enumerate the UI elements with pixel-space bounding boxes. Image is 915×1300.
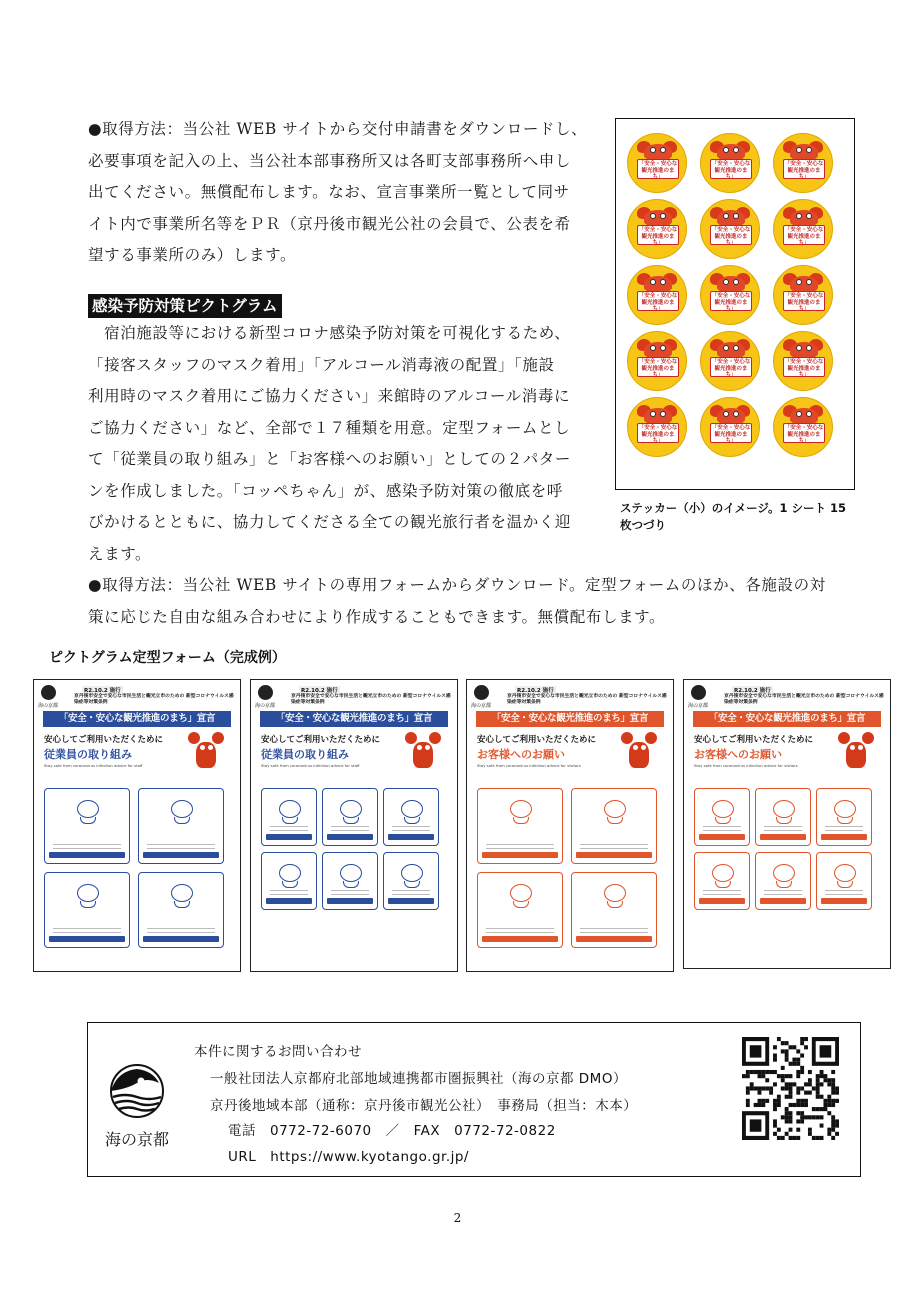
pictogram-tile bbox=[383, 852, 439, 910]
pictogram-icon bbox=[166, 797, 196, 825]
poster-english-note: Stay safe from coronavirus infection advice for visitors bbox=[477, 763, 581, 768]
sticker-board-text: 「安全・安心な観光推進のまち」 bbox=[711, 425, 751, 444]
pictogram-tile bbox=[44, 872, 130, 948]
poster-logo-icon bbox=[474, 685, 489, 700]
pictogram-tile bbox=[571, 872, 657, 948]
crab-mascot-icon bbox=[790, 144, 818, 160]
crab-mascot-icon bbox=[790, 276, 818, 292]
sticker-board-text: 「安全・安心な観光推進のまち」 bbox=[638, 359, 678, 378]
pictogram-heading: 感染予防対策ピクトグラム bbox=[88, 294, 282, 318]
pictogram-icon bbox=[707, 861, 737, 889]
pictogram-icon bbox=[396, 861, 426, 889]
sticker-item bbox=[627, 199, 687, 259]
pictogram-tile bbox=[261, 788, 317, 846]
pictogram-grid bbox=[694, 788, 872, 910]
poster-logo-text: 海の京都 bbox=[688, 703, 709, 709]
pictogram-tile bbox=[261, 852, 317, 910]
poster-date: R2.10.2 施行 bbox=[734, 688, 771, 694]
pictogram-grid bbox=[44, 788, 224, 948]
pictogram-icon bbox=[505, 881, 535, 909]
crab-mascot-icon bbox=[717, 210, 745, 226]
pictogram-tile bbox=[322, 852, 378, 910]
poster-logo-icon bbox=[258, 685, 273, 700]
pictogram-icon bbox=[335, 797, 365, 825]
poster-date: R2.10.2 施行 bbox=[84, 688, 121, 694]
sticker-item bbox=[700, 199, 760, 259]
crab-mascot-icon bbox=[717, 276, 745, 292]
pictogram-tile bbox=[755, 852, 811, 910]
sticker-sheet-image bbox=[615, 118, 855, 490]
pictogram-tile bbox=[477, 788, 563, 864]
poster-example bbox=[683, 679, 891, 969]
pictogram-icon bbox=[505, 797, 535, 825]
pictogram-tile bbox=[322, 788, 378, 846]
poster-banner: 「安全・安心な観光推進のまち」宣言 bbox=[260, 711, 448, 727]
sticker-board-text: 「安全・安心な観光推進のまち」 bbox=[784, 161, 824, 180]
sticker-board-text: 「安全・安心な観光推進のまち」 bbox=[638, 227, 678, 246]
pictogram-tile bbox=[816, 852, 872, 910]
poster-english-note: Stay safe from coronavirus infection advice for staff bbox=[44, 763, 143, 768]
poster-logo-icon bbox=[41, 685, 56, 700]
poster-header: 京丹後市安全で安心な市民生活と観光立市のための 新型コロナウイルス感染症等対策条例 bbox=[724, 694, 884, 705]
pictogram-line: 宿泊施設等における新型コロナ感染予防対策を可視化するため、 bbox=[88, 324, 571, 342]
poster-logo-text: 海の京都 bbox=[255, 703, 276, 709]
pictogram-icon bbox=[335, 861, 365, 889]
pictogram-line: ご協力ください」など、全部で１７種類を用意。定型フォームとし bbox=[88, 418, 571, 437]
pictogram-line: ンを作成しました。「コッペちゃん」が、感染予防対策の徹底を呼 bbox=[88, 481, 563, 500]
qr-code-graphic bbox=[742, 1037, 839, 1140]
pictogram-paragraph bbox=[88, 318, 618, 570]
pictogram-grid bbox=[261, 788, 439, 910]
poster-title: お客様へのお願い bbox=[477, 748, 565, 761]
intro-paragraph bbox=[88, 114, 608, 272]
pictogram-tile bbox=[694, 852, 750, 910]
sticker-item bbox=[773, 397, 833, 457]
contact-url[interactable]: URL https://www.kyotango.gr.jp/ bbox=[228, 1149, 469, 1165]
sticker-item bbox=[773, 265, 833, 325]
crab-mascot-icon bbox=[644, 276, 672, 292]
sticker-item bbox=[627, 133, 687, 193]
pictogram-tile bbox=[138, 872, 224, 948]
poster-example bbox=[466, 679, 674, 972]
sticker-item bbox=[773, 133, 833, 193]
contact-phone: 電話 0772-72-6070 ／ FAX 0772-72-0822 bbox=[228, 1123, 556, 1139]
sticker-board-text: 「安全・安心な観光推進のまち」 bbox=[784, 359, 824, 378]
poster-subtitle: 安心してご利用いただくために bbox=[261, 735, 381, 745]
sticker-item bbox=[700, 331, 760, 391]
poster-logo-text: 海の京都 bbox=[38, 703, 59, 709]
koppe-chan-mascot-icon bbox=[405, 732, 441, 776]
pictogram-tile bbox=[571, 788, 657, 864]
pictogram-icon bbox=[829, 861, 859, 889]
poster-banner: 「安全・安心な観光推進のまち」宣言 bbox=[693, 711, 881, 727]
sticker-board-text: 「安全・安心な観光推進のまち」 bbox=[711, 227, 751, 246]
poster-header: 京丹後市安全で安心な市民生活と観光立市のための 新型コロナウイルス感染症等対策条例 bbox=[507, 694, 667, 705]
koppe-chan-mascot-icon bbox=[621, 732, 657, 776]
crab-mascot-icon bbox=[790, 342, 818, 358]
crab-mascot-icon bbox=[790, 408, 818, 424]
crab-mascot-icon bbox=[717, 342, 745, 358]
koppe-chan-mascot-icon bbox=[188, 732, 224, 776]
pictogram-icon bbox=[274, 861, 304, 889]
crab-mascot-icon bbox=[790, 210, 818, 226]
pictogram-tile bbox=[44, 788, 130, 864]
pictogram-icon bbox=[707, 797, 737, 825]
crab-mascot-icon bbox=[644, 342, 672, 358]
poster-date: R2.10.2 施行 bbox=[301, 688, 338, 694]
poster-english-note: Stay safe from coronavirus infection advice for visitors bbox=[694, 763, 798, 768]
pictogram-tile bbox=[383, 788, 439, 846]
poster-header: 京丹後市安全で安心な市民生活と観光立市のための 新型コロナウイルス感染症等対策条例 bbox=[74, 694, 234, 705]
pictogram-icon bbox=[72, 797, 102, 825]
crab-mascot-icon bbox=[717, 408, 745, 424]
sticker-board-text: 「安全・安心な観光推進のまち」 bbox=[784, 425, 824, 444]
poster-subtitle: 安心してご利用いただくために bbox=[477, 735, 597, 745]
contact-title: 本件に関するお問い合わせ bbox=[194, 1044, 362, 1060]
pictogram-icon bbox=[768, 797, 798, 825]
poster-example bbox=[250, 679, 458, 972]
pictogram-icon bbox=[829, 797, 859, 825]
sticker-item bbox=[700, 397, 760, 457]
page-number: 2 bbox=[453, 1211, 462, 1225]
poster-subtitle: 安心してご利用いただくために bbox=[694, 735, 814, 745]
sticker-item bbox=[700, 265, 760, 325]
sticker-item bbox=[700, 133, 760, 193]
sticker-item bbox=[627, 331, 687, 391]
poster-english-note: Stay safe from coronavirus infection advice for staff bbox=[261, 763, 360, 768]
poster-banner: 「安全・安心な観光推進のまち」宣言 bbox=[476, 711, 664, 727]
pictogram-line: 「接客スタッフのマスク着用」「アルコール消毒液の配置」「施設 bbox=[88, 355, 555, 374]
poster-header: 京丹後市安全で安心な市民生活と観光立市のための 新型コロナウイルス感染症等対策条例 bbox=[291, 694, 451, 705]
pictogram-grid bbox=[477, 788, 657, 948]
pictogram-icon bbox=[166, 881, 196, 909]
pictogram-tile bbox=[477, 872, 563, 948]
intro-line: 出てください。無償配布します。なお、宣言事業所一覧として同サ bbox=[88, 183, 570, 201]
crab-mascot-icon bbox=[644, 210, 672, 226]
poster-example bbox=[33, 679, 241, 972]
sticker-item bbox=[627, 265, 687, 325]
sticker-item bbox=[627, 397, 687, 457]
pictogram-line: えます。 bbox=[88, 544, 152, 563]
pictogram-tile bbox=[816, 788, 872, 846]
qr-code-icon[interactable] bbox=[742, 1037, 839, 1140]
sticker-board-text: 「安全・安心な観光推進のまち」 bbox=[784, 227, 824, 246]
pictogram-line: て「従業員の取り組み」と「お客様へのお願い」としての２パター bbox=[88, 450, 572, 468]
sticker-board-text: 「安全・安心な観光推進のまち」 bbox=[711, 161, 751, 180]
pictogram-line: 利用時のマスク着用にご協力ください」来館時のアルコール消毒に bbox=[88, 387, 571, 405]
intro-line: ●取得方法：当公社 WEB サイトから交付申請書をダウンロードし、 bbox=[88, 120, 588, 138]
pictogram-icon bbox=[72, 881, 102, 909]
sticker-board-text: 「安全・安心な観光推進のまち」 bbox=[711, 293, 751, 312]
sticker-grid bbox=[627, 133, 833, 463]
pictogram-tile bbox=[138, 788, 224, 864]
howto-line: ●取得方法：当公社 WEB サイトの専用フォームからダウンロード。定型フォームのほか、各施設の対 bbox=[88, 576, 826, 594]
poster-title: 従業員の取り組み bbox=[44, 748, 132, 761]
pictogram-howto bbox=[88, 570, 888, 633]
sticker-board-text: 「安全・安心な観光推進のまち」 bbox=[711, 359, 751, 378]
poster-title: お客様へのお願い bbox=[694, 748, 782, 761]
poster-subtitle: 安心してご利用いただくために bbox=[44, 735, 164, 745]
intro-line: 望する事業所のみ）します。 bbox=[88, 246, 297, 264]
contact-branch: 京丹後地域本部（通称：京丹後市観光公社） 事務局（担当：木本） bbox=[210, 1098, 638, 1114]
pictogram-tile bbox=[755, 788, 811, 846]
sticker-board-text: 「安全・安心な観光推進のまち」 bbox=[638, 425, 678, 444]
sticker-board-text: 「安全・安心な観光推進のまち」 bbox=[784, 293, 824, 312]
poster-date: R2.10.2 施行 bbox=[517, 688, 554, 694]
pictogram-icon bbox=[274, 797, 304, 825]
contact-org: 一般社団法人京都府北部地域連携都市圏振興社（海の京都 DMO） bbox=[210, 1071, 627, 1087]
pictogram-icon bbox=[396, 797, 426, 825]
pictogram-icon bbox=[768, 861, 798, 889]
intro-line: 必要事項を記入の上、当公社本部事務所又は各町支部事務所へ申し bbox=[88, 151, 572, 170]
crab-mascot-icon bbox=[644, 408, 672, 424]
sticker-board-text: 「安全・安心な観光推進のまち」 bbox=[638, 161, 678, 180]
crab-mascot-icon bbox=[717, 144, 745, 160]
poster-section-title: ピクトグラム定型フォーム（完成例） bbox=[49, 650, 286, 666]
poster-banner: 「安全・安心な観光推進のまち」宣言 bbox=[43, 711, 231, 727]
pictogram-line: びかけるとともに、協力してくださる全ての観光旅行者を温かく迎 bbox=[88, 513, 572, 531]
sticker-item bbox=[773, 199, 833, 259]
pictogram-icon bbox=[599, 797, 629, 825]
howto-line: 策に応じた自由な組み合わせにより作成することもできます。無償配布します。 bbox=[88, 607, 666, 626]
pictogram-tile bbox=[694, 788, 750, 846]
pictogram-icon bbox=[599, 881, 629, 909]
crab-mascot-icon bbox=[644, 144, 672, 160]
sticker-item bbox=[773, 331, 833, 391]
intro-line: イト内で事業所名等をＰＲ（京丹後市観光公社の会員で、公表を希 bbox=[88, 214, 571, 233]
sticker-caption: ステッカー（小）のイメージ。1 シート 15 枚つづり bbox=[620, 501, 847, 532]
poster-logo-icon bbox=[691, 685, 706, 700]
poster-logo-text: 海の京都 bbox=[471, 703, 492, 709]
koppe-chan-mascot-icon bbox=[838, 732, 874, 776]
logo-caption: 海の京都 bbox=[104, 1130, 169, 1149]
poster-title: 従業員の取り組み bbox=[261, 748, 349, 761]
sticker-board-text: 「安全・安心な観光推進のまち」 bbox=[638, 293, 678, 312]
